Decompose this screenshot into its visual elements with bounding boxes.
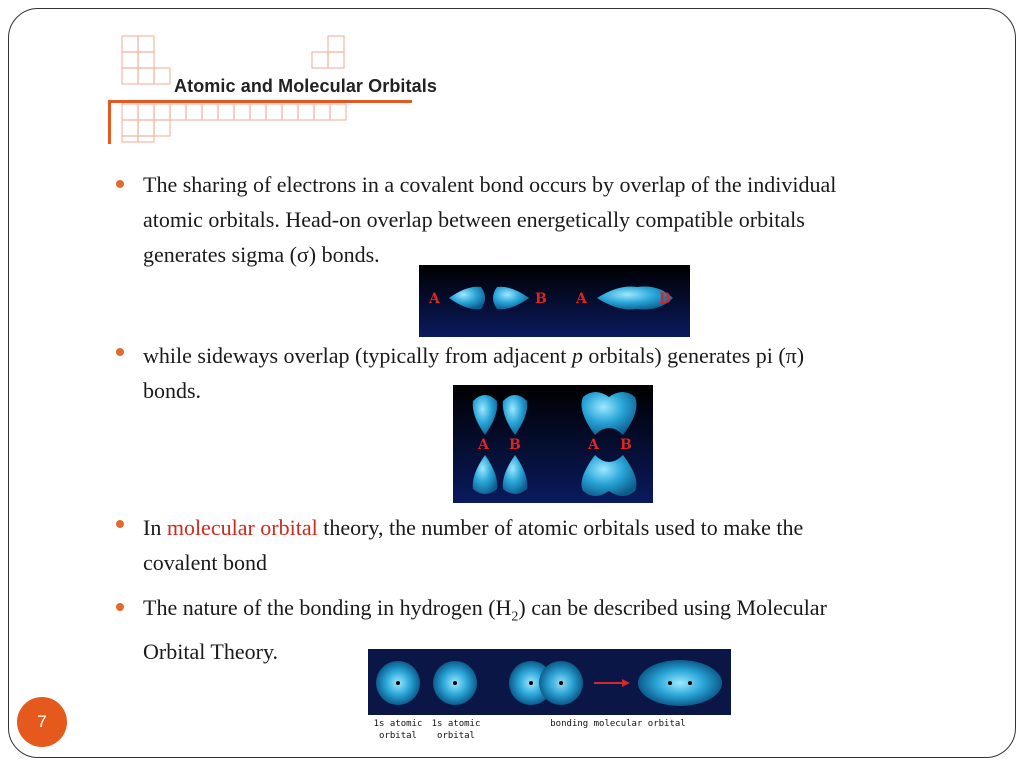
label-a: A: [429, 291, 440, 307]
bullet-text-line: The sharing of electrons in a covalent bond occurs by overlap of the individual: [143, 172, 837, 197]
bullet-text-line: generates sigma (σ) bonds.: [143, 242, 380, 267]
bullet-text-line: The nature of the bonding in hydrogen $(H_2)$ can be described using Molecular: [143, 595, 827, 625]
label-a: A: [576, 291, 587, 307]
label-a: A: [588, 437, 599, 453]
caption-1s-orbital: 1s atomic orbital: [431, 719, 481, 741]
label-b: B: [509, 437, 521, 453]
nucleus: [529, 681, 533, 685]
bullet-marker: [116, 520, 124, 528]
label-b: B: [535, 291, 547, 307]
page-number-badge: 7: [17, 697, 67, 747]
bullet-text-line: In molecular orbital theory, the number of atomic orbitals used to make the: [143, 515, 804, 540]
bullet-marker: [116, 180, 124, 188]
label-b: B: [659, 291, 671, 307]
bullet-text-line: Orbital Theory.: [143, 639, 279, 665]
bullet-sigma: [143, 167, 836, 272]
bullet-text-line: covalent bond: [143, 550, 268, 575]
caption-1s-orbital: 1s atomic orbital: [373, 719, 423, 741]
bullet-molecular-orbital: [143, 510, 803, 580]
nucleus: [668, 681, 672, 685]
label-a: A: [478, 437, 489, 453]
pi-bond-figure: [453, 385, 653, 503]
sigma-bond-figure: [419, 265, 690, 337]
bullet-text-line: atomic orbitals. Head-on overlap between energetically compatible orbitals: [143, 207, 805, 232]
nucleus: [453, 681, 457, 685]
caption-bonding-orbital: bonding molecular orbital: [550, 719, 686, 729]
nucleus: [688, 681, 692, 685]
slide-title: Atomic and Molecular Orbitals: [174, 76, 437, 96]
molecular-orbital-ellipse: [638, 660, 722, 706]
bullet-text-line: while sideways overlap (typically from adjacent p orbitals) generates pi (π): [143, 343, 805, 368]
highlight-term: molecular orbital: [166, 515, 318, 540]
h2-orbital-figure: [368, 649, 731, 715]
nucleus: [396, 681, 400, 685]
bullet-marker: [116, 348, 124, 356]
nucleus: [559, 681, 563, 685]
bullet-marker: [116, 603, 124, 611]
label-b: B: [620, 437, 632, 453]
bullet-text-line: bonds.: [143, 378, 202, 403]
